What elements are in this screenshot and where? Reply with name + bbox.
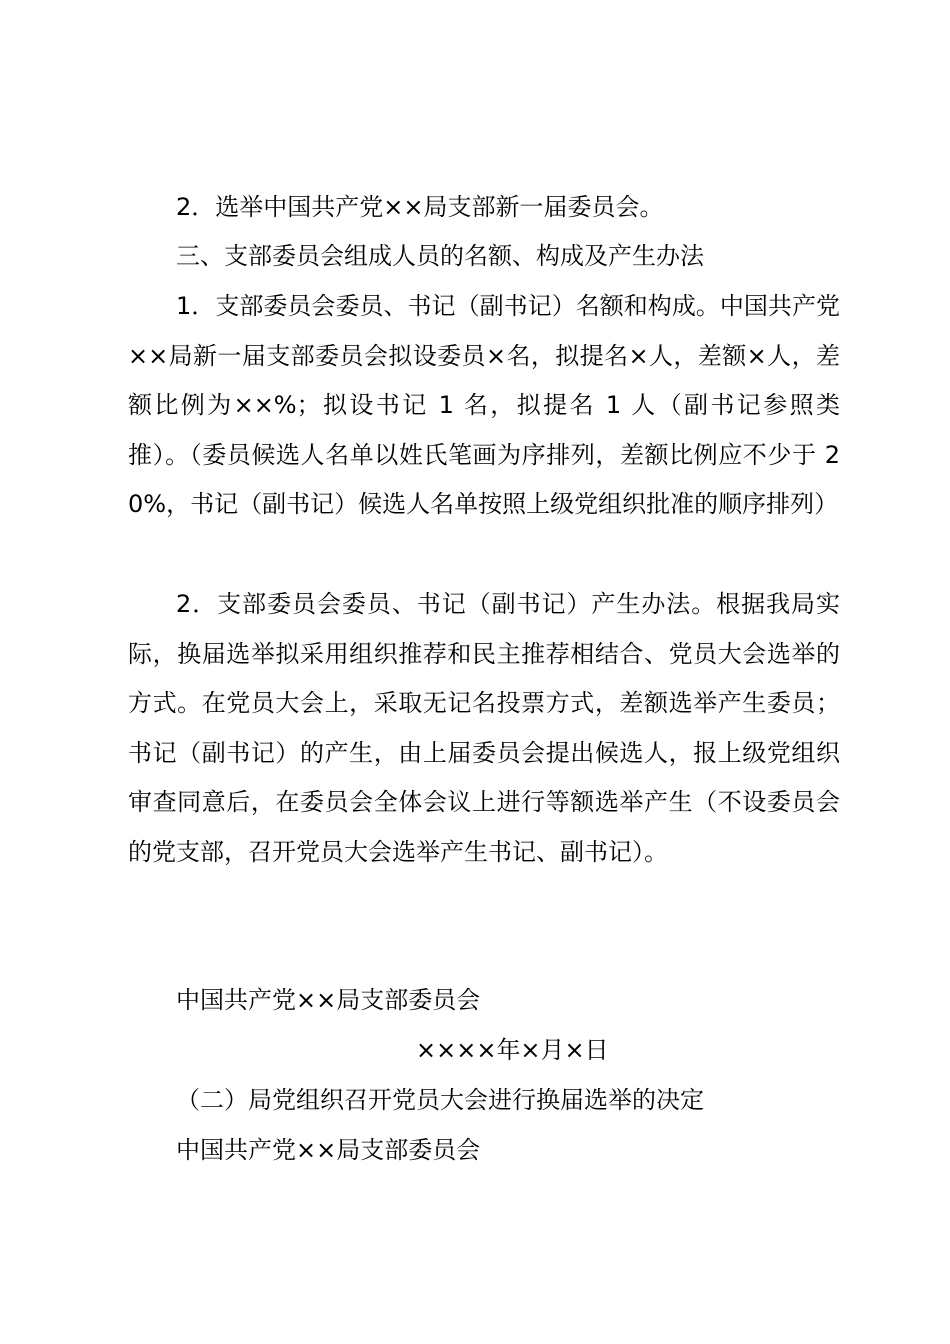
signature-date: ××××年×月×日 [416, 1036, 609, 1064]
subsection-heading: （二）局党组织召开党员大会进行换届选举的决定 [176, 1086, 704, 1114]
section-heading-committee-composition: 三、支部委员会组成人员的名额、构成及产生办法 [176, 242, 704, 270]
paragraph-quota-composition: 1．支部委员会委员、书记（副书记）名额和构成。中国共产党××局新一届支部委员会拟设委员×名，拟提名×人，差额×人，差额比例为××%；拟设书记 1 名，拟提名 1 人（副书记参照类推）。（委员候选人名单以姓氏笔画为序排列，差额比例应不少于 20%，书记（副书记）候选人名单按照上级党组织批准的顺序排列） [128, 292, 840, 518]
paragraph-election-item-2: 2．选举中国共产党××局支部新一届委员会。 [176, 193, 664, 221]
paragraph-election-method: 2．支部委员会委员、书记（副书记）产生办法。根据我局实际，换届选举拟采用组织推荐和民主推荐相结合、党员大会选举的方式。在党员大会上，采取无记名投票方式，差额选举产生委员；书记（副书记）的产生，由上届委员会提出候选人，报上级党组织审查同意后，在委员会全体会议上进行等额选举产生（不设委员会的党支部，召开党员大会选举产生书记、副书记）。 [128, 590, 840, 866]
issuer-line: 中国共产党××局支部委员会 [176, 1136, 481, 1164]
signature-issuer: 中国共产党××局支部委员会 [176, 986, 481, 1014]
